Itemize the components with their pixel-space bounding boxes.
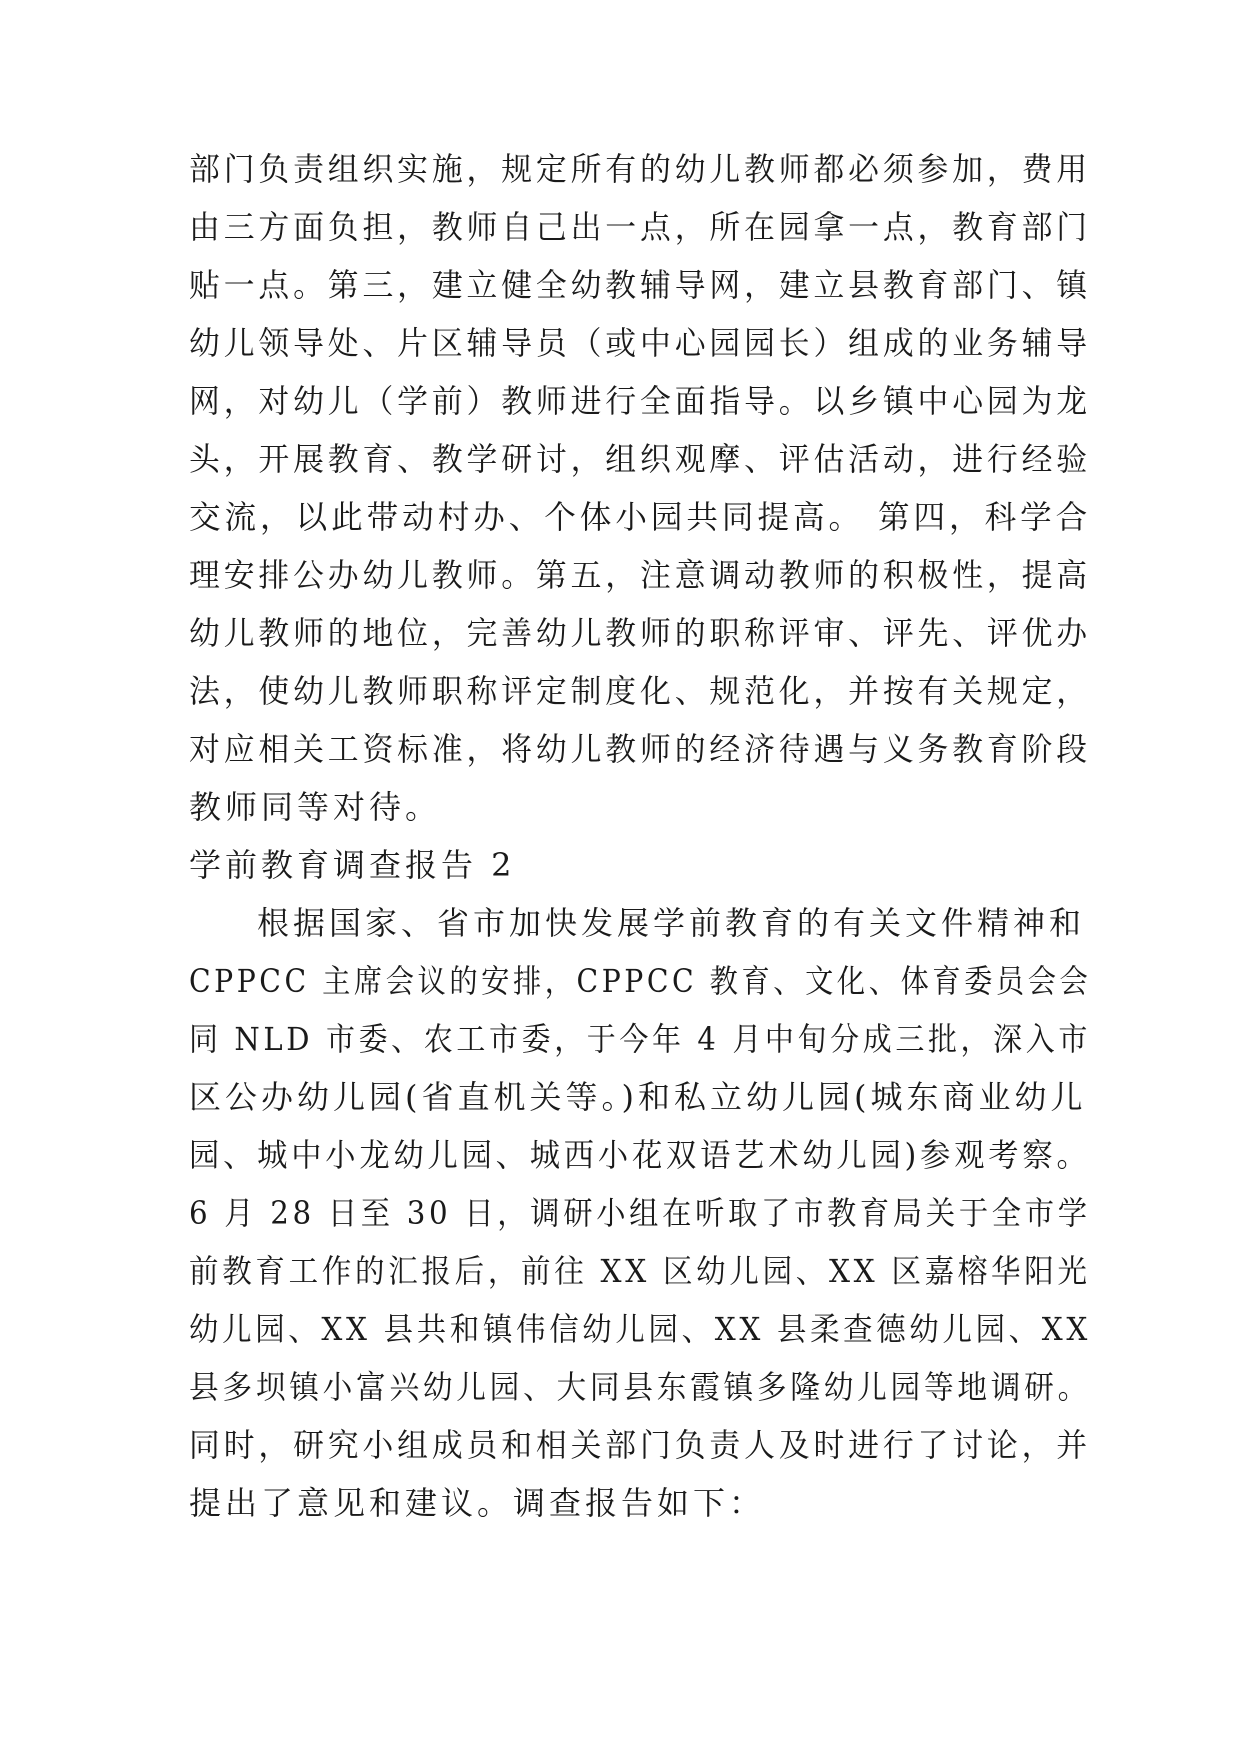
text-line: 园、城中小龙幼儿园、城西小花双语艺术幼儿园)参观考察。 — [189, 1136, 1091, 1174]
text-line: 提出了意见和建议。调查报告如下： — [189, 1484, 766, 1522]
text-line: 法，使幼儿教师职称评定制度化、规范化，并按有关规定， — [189, 672, 1092, 710]
text-line: CPPCC 主席会议的安排，CPPCC 教育、文化、体育委员会会 — [189, 962, 1092, 1000]
text-line: 幼儿教师的地位，完善幼儿教师的职称评审、评先、评优办 — [189, 614, 1092, 652]
text-line: 同时，研究小组成员和相关部门负责人及时进行了讨论，并 — [189, 1426, 1092, 1464]
text-line: 前教育工作的汇报后，前往 XX 区幼儿园、XX 区嘉榕华阳光 — [189, 1252, 1091, 1290]
text-line: 同 NLD 市委、农工市委，于今年 4 月中旬分成三批，深入市 — [189, 1020, 1091, 1058]
text-line: 6 月 28 日至 30 日，调研小组在听取了市教育局关于全市学 — [189, 1194, 1091, 1232]
text-line: 县多坝镇小富兴幼儿园、大同县东霞镇多隆幼儿园等地调研。 — [189, 1368, 1092, 1406]
text-line: 由三方面负担，教师自己出一点，所在园拿一点，教育部门 — [189, 208, 1092, 246]
text-line: 对应相关工资标准，将幼儿教师的经济待遇与义务教育阶段 — [189, 730, 1092, 768]
text-line: 幼儿领导处、片区辅导员（或中心园园长）组成的业务辅导 — [189, 324, 1092, 362]
text-line: 网，对幼儿（学前）教师进行全面指导。以乡镇中心园为龙 — [189, 382, 1092, 420]
text-line: 教师同等对待。 — [189, 788, 442, 826]
text-line: 部门负责组织实施，规定所有的幼儿教师都必须参加，费用 — [189, 150, 1092, 188]
text-line: 交流，以此带动村办、个体小园共同提高。 第四，科学合 — [189, 498, 1092, 536]
text-line: 贴一点。第三，建立健全幼教辅导网，建立县教育部门、镇 — [189, 266, 1092, 304]
text-line: 理安排公办幼儿教师。第五，注意调动教师的积极性，提高 — [189, 556, 1092, 594]
text-line: 幼儿园、XX 县共和镇伟信幼儿园、XX 县柔查德幼儿园、XX — [189, 1310, 1092, 1348]
text-line: 头，开展教育、教学研讨，组织观摩、评估活动，进行经验 — [189, 440, 1092, 478]
text-line: 区公办幼儿园(省直机关等。)和私立幼儿园(城东商业幼儿 — [189, 1078, 1087, 1116]
text-line: 根据国家、省市加快发展学前教育的有关文件精神和 — [257, 904, 1086, 942]
section-heading: 学前教育调查报告 2 — [189, 846, 516, 884]
